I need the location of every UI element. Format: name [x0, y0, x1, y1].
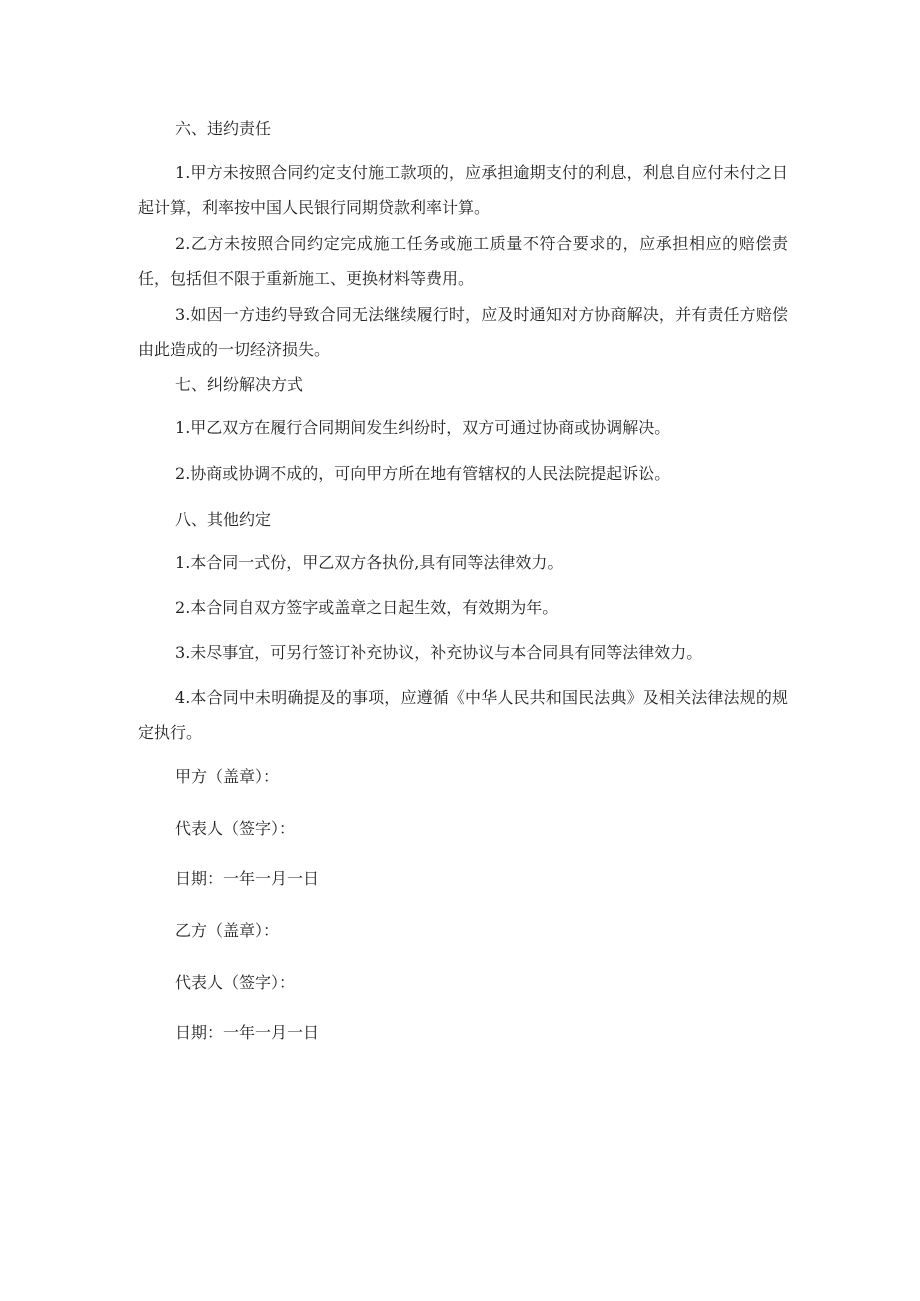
item-text: .乙方未按照合同约定完成施工任务或施工质量不符合要求的，应承担相应的赔偿责任，包括但不限于重新施工、更换材料等费用。: [138, 234, 788, 288]
party-a-representative-label: 代表人（签字）：: [175, 819, 296, 838]
section-7-item-1: [138, 410, 788, 445]
item-number: 3: [175, 305, 186, 324]
section-8-item-2: [138, 590, 788, 625]
item-number: 2: [175, 598, 186, 617]
item-number: 2: [175, 464, 186, 483]
party-b-representative-label: 代表人（签字）：: [175, 973, 296, 992]
section-8-item-4: [138, 680, 788, 750]
party-b-seal-label: 乙方（盖章）：: [175, 921, 280, 940]
section-8-item-3: [138, 635, 788, 670]
item-number: 2: [175, 234, 186, 253]
section-8-item-1: [138, 545, 788, 580]
item-number: 1: [175, 418, 186, 437]
section-6-item-2: [138, 226, 788, 296]
item-number: 1: [175, 553, 186, 572]
section-7-item-2: [138, 456, 788, 491]
party-a-date-label: 日期：一年一月一日: [175, 869, 320, 888]
item-text: .本合同自双方签字或盖章之日起生效，有效期为年。: [185, 598, 559, 617]
section-6-heading: 六、违约责任: [175, 119, 272, 138]
item-text: .本合同中未明确提及的事项，应遵循《中华人民共和国民法典》及相关法律法规的规定执行。: [138, 688, 788, 742]
party-b-date-label: 日期：一年一月一日: [175, 1023, 320, 1042]
section-6-item-3: [138, 297, 788, 367]
item-text: .未尽事宜，可另行签订补充协议，补充协议与本合同具有同等法律效力。: [185, 643, 703, 662]
section-8-heading: 八、其他约定: [175, 510, 272, 529]
item-text: .甲方未按照合同约定支付施工款项的，应承担逾期支付的利息，利息自应付未付之日起计算，利率按中国人民银行同期贷款利率计算。: [138, 163, 788, 217]
item-number: 1: [175, 163, 186, 182]
section-6-item-1: [138, 155, 788, 225]
item-number: 4: [175, 688, 186, 707]
item-number: 3: [175, 643, 186, 662]
item-text: .本合同一式份，甲乙双方各执份,具有同等法律效力。: [185, 553, 564, 572]
party-a-seal-label: 甲方（盖章）：: [175, 767, 280, 786]
section-7-heading: 七、纠纷解决方式: [175, 375, 304, 394]
item-text: .甲乙双方在履行合同期间发生纠纷时，双方可通过协商或协调解决。: [185, 418, 671, 437]
item-text: .协商或协调不成的，可向甲方所在地有管辖权的人民法院提起诉讼。: [185, 464, 671, 483]
item-text: .如因一方违约导致合同无法继续履行时，应及时通知对方协商解决，并有责任方赔偿由此造成的一切经济损失。: [138, 305, 788, 359]
